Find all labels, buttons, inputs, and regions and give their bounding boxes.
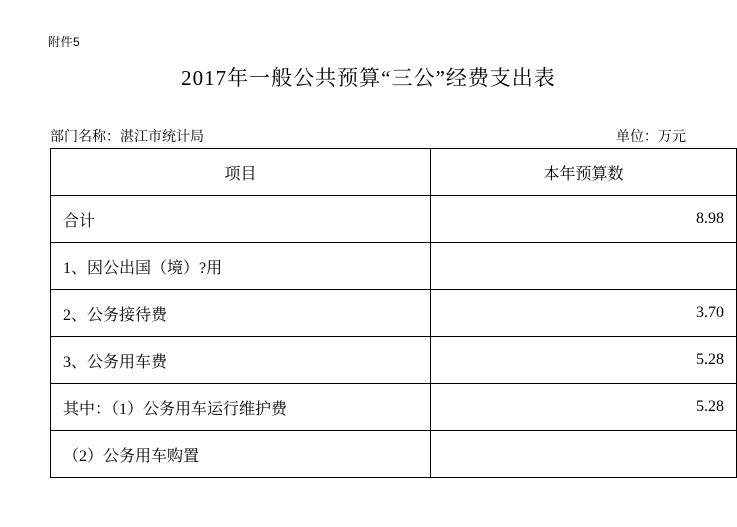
row-item-label: 3、公务用车费 <box>51 337 431 384</box>
table-header-row <box>51 149 737 196</box>
row-item-value: 5.28 <box>431 337 737 384</box>
row-item-label: 合计 <box>51 196 431 243</box>
page-title: 2017年一般公共预算“三公”经费支出表 <box>181 66 556 90</box>
row-item-value <box>431 431 737 478</box>
row-item-value: 3.70 <box>431 290 737 337</box>
column-header-value: 本年预算数 <box>431 149 737 196</box>
table-row <box>51 384 737 431</box>
row-item-value: 5.28 <box>431 384 737 431</box>
table-row <box>51 243 737 290</box>
table-row <box>51 431 737 478</box>
unit-label: 单位：万元 <box>616 130 686 145</box>
table-row <box>51 337 737 384</box>
row-item-label: 2、公务接待费 <box>51 290 431 337</box>
row-item-label: 1、因公出国（境）?用 <box>51 243 431 290</box>
row-item-value <box>431 243 737 290</box>
department-name-label: 部门名称：湛江市统计局 <box>50 130 204 145</box>
attachment-label: 附件5 <box>48 35 81 49</box>
table-row <box>51 290 737 337</box>
meta-row <box>50 126 686 146</box>
table-row <box>51 196 737 243</box>
budget-table <box>50 148 737 478</box>
row-item-value: 8.98 <box>431 196 737 243</box>
column-header-item: 项目 <box>51 149 431 196</box>
row-item-label: 其中：（1）公务用车运行维护费 <box>51 384 431 431</box>
row-item-label: （2）公务用车购置 <box>51 431 431 478</box>
